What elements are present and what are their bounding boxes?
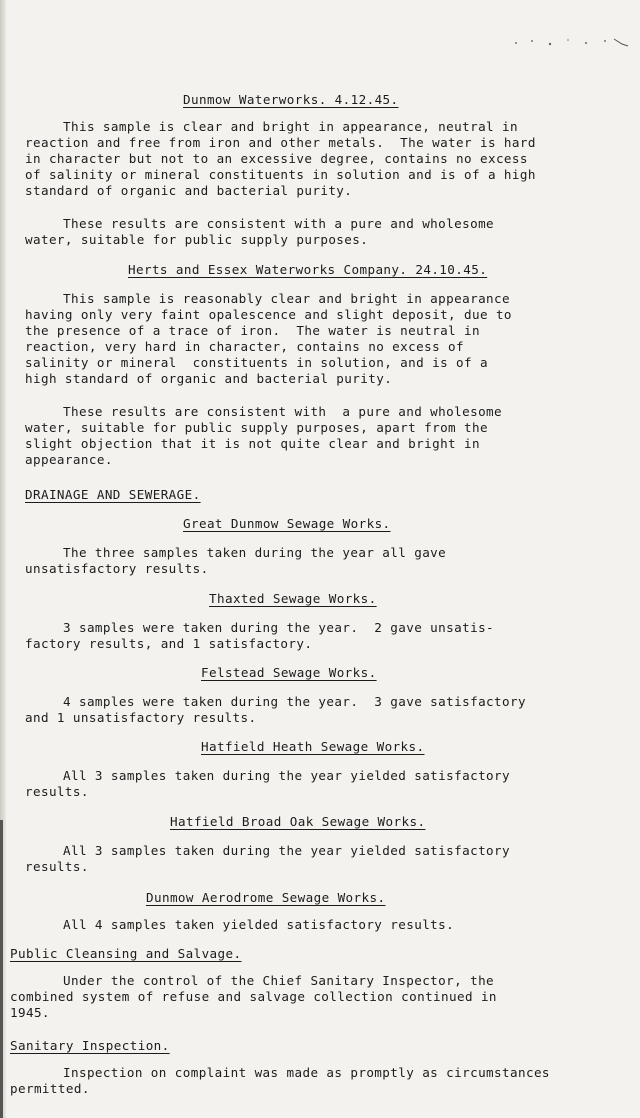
- dunmow-waterworks-heading: Dunmow Waterworks. 4.12.45.: [183, 92, 399, 107]
- hatfield-heath-heading: Hatfield Heath Sewage Works.: [201, 739, 425, 754]
- paragraph-line: 4 samples were taken during the year. 3 gave satisfactory: [63, 694, 526, 709]
- paragraph-line: water, suitable for public supply purposes, apart from the: [25, 420, 488, 435]
- hatfield-broad-oak-heading: Hatfield Broad Oak Sewage Works.: [170, 814, 426, 829]
- paragraph-line: reaction, very hard in character, contains no excess of: [25, 339, 465, 354]
- paragraph-line: 1945.: [10, 1005, 50, 1020]
- drainage-sewerage-heading: DRAINAGE AND SEWERAGE.: [25, 487, 201, 502]
- paragraph-line: and 1 unsatisfactory results.: [25, 710, 257, 725]
- paragraph-line: water, suitable for public supply purposes.: [25, 232, 369, 247]
- paragraph-line: the presence of a trace of iron. The water is neutral in: [25, 323, 480, 338]
- paragraph-line: in character but not to an excessive degree, contains no excess: [25, 151, 528, 166]
- paragraph-line: having only very faint opalescence and slight deposit, due to: [25, 307, 512, 322]
- paragraph-line: salinity or mineral constituents in solution, and is of a: [25, 355, 488, 370]
- paragraph-line: appearance.: [25, 452, 113, 467]
- paragraph-line: 3 samples were taken during the year. 2 gave unsatis-: [63, 620, 495, 635]
- paragraph-line: All 3 samples taken during the year yielded satisfactory: [63, 843, 510, 858]
- thaxted-heading: Thaxted Sewage Works.: [209, 591, 377, 606]
- paragraph-line: results.: [25, 784, 89, 799]
- paragraph-line: results.: [25, 859, 89, 874]
- paragraph-line: Under the control of the Chief Sanitary Inspector, the: [63, 973, 495, 988]
- paragraph-line: The three samples taken during the year all gave: [63, 545, 447, 560]
- paragraph-line: All 4 samples taken yielded satisfactory results.: [63, 917, 455, 932]
- paragraph-line: All 3 samples taken during the year yielded satisfactory: [63, 768, 510, 783]
- paragraph-line: combined system of refuse and salvage collection continued in: [10, 989, 497, 1004]
- paragraph-line: unsatisfactory results.: [25, 561, 209, 576]
- paragraph-line: This sample is reasonably clear and bright in appearance: [63, 291, 510, 306]
- scan-speckle-marks: [510, 36, 630, 48]
- felstead-heading: Felstead Sewage Works.: [201, 665, 377, 680]
- page-spine-edge: [0, 820, 3, 1118]
- paragraph-line: These results are consistent with a pure and wholesome: [63, 404, 503, 419]
- dunmow-aerodrome-heading: Dunmow Aerodrome Sewage Works.: [146, 890, 386, 905]
- paragraph-line: reaction and free from iron and other metals. The water is hard: [25, 135, 536, 150]
- great-dunmow-heading: Great Dunmow Sewage Works.: [183, 516, 391, 531]
- paragraph-line: slight objection that it is not quite clear and bright in: [25, 436, 480, 451]
- paragraph-line: of salinity or mineral constituents in solution and is of a high: [25, 167, 536, 182]
- paragraph-line: high standard of organic and bacterial purity.: [25, 371, 393, 386]
- sanitary-inspection-heading: Sanitary Inspection.: [10, 1038, 170, 1053]
- paragraph-line: permitted.: [10, 1081, 90, 1096]
- paragraph-line: standard of organic and bacterial purity.: [25, 183, 353, 198]
- paragraph-line: These results are consistent with a pure and wholesome: [63, 216, 495, 231]
- paragraph-line: Inspection on complaint was made as promptly as circumstances: [63, 1065, 550, 1080]
- herts-essex-waterworks-heading: Herts and Essex Waterworks Company. 24.10.45.: [128, 262, 488, 277]
- paragraph-line: This sample is clear and bright in appearance, neutral in: [63, 119, 518, 134]
- paragraph-line: factory results, and 1 satisfactory.: [25, 636, 313, 651]
- public-cleansing-heading: Public Cleansing and Salvage.: [10, 946, 242, 961]
